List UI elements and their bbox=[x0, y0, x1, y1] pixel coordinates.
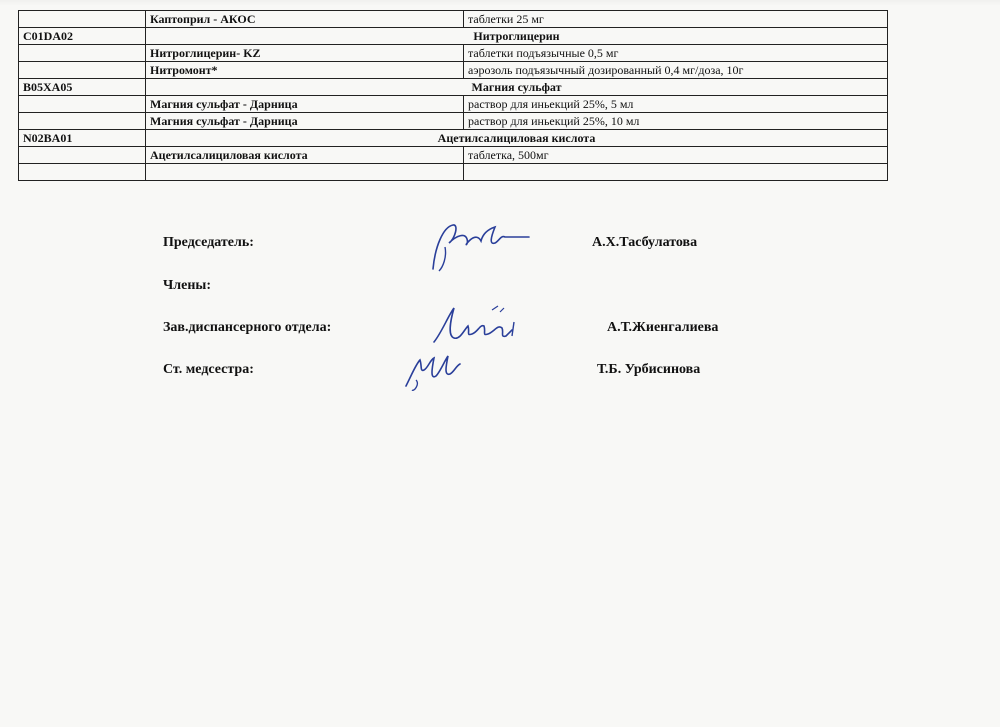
signatory-name: А.Х.Тасбулатова bbox=[592, 235, 698, 250]
drug-table bbox=[18, 10, 888, 181]
atc-code-cell bbox=[19, 45, 146, 62]
drug-name-cell: Магния сульфат - Дарница bbox=[146, 113, 464, 130]
dosage-form-cell: таблетки 25 мг bbox=[464, 11, 888, 28]
table-row bbox=[19, 45, 888, 62]
signatory-name: Т.Б. Урбисинова bbox=[597, 362, 701, 377]
atc-code-cell: C01DA02 bbox=[19, 28, 146, 45]
dosage-form-cell: таблетка, 500мг bbox=[464, 147, 888, 164]
atc-code-cell bbox=[19, 96, 146, 113]
atc-code-cell bbox=[19, 164, 146, 181]
signature-row-head-nurse bbox=[0, 362, 1000, 386]
signature-row-members bbox=[0, 278, 1000, 302]
signature-role: Члены: bbox=[163, 278, 212, 293]
drug-group-cell: Нитроглицерин bbox=[146, 28, 888, 45]
dosage-form-cell: таблетки подъязычные 0,5 мг bbox=[464, 45, 888, 62]
atc-code-cell: N02BA01 bbox=[19, 130, 146, 147]
signature-role: Зав.диспансерного отдела: bbox=[163, 320, 332, 335]
drug-name-cell: Ацетилсалициловая кислота bbox=[146, 147, 464, 164]
drug-name-cell: Магния сульфат - Дарница bbox=[146, 96, 464, 113]
atc-code-cell: B05XA05 bbox=[19, 79, 146, 96]
table-row-group bbox=[19, 79, 888, 96]
drug-table-body bbox=[19, 11, 888, 181]
handwritten-signature-head-nurse bbox=[402, 350, 472, 394]
drug-group-cell: Магния сульфат bbox=[146, 79, 888, 96]
drug-name-cell: Нитромонт* bbox=[146, 62, 464, 79]
atc-code-cell bbox=[19, 62, 146, 79]
drug-name-cell: Нитроглицерин- KZ bbox=[146, 45, 464, 62]
signatory-name: А.Т.Жиенгалиева bbox=[607, 320, 719, 335]
drug-name-cell: Каптоприл - АКОС bbox=[146, 11, 464, 28]
table-row-group bbox=[19, 28, 888, 45]
atc-code-cell bbox=[19, 147, 146, 164]
atc-code-cell bbox=[19, 113, 146, 130]
handwritten-signature-dispensary-head bbox=[428, 302, 528, 352]
table-row-empty bbox=[19, 164, 888, 181]
signature-row-dispensary-head bbox=[0, 320, 1000, 344]
signature-role: Председатель: bbox=[163, 235, 254, 250]
table-row bbox=[19, 11, 888, 28]
dosage-form-cell bbox=[464, 164, 888, 181]
table-row bbox=[19, 62, 888, 79]
signature-role: Ст. медсестра: bbox=[163, 362, 254, 377]
atc-code-cell bbox=[19, 11, 146, 28]
drug-group-cell: Ацетилсалициловая кислота bbox=[146, 130, 888, 147]
handwritten-signature-chairman bbox=[425, 217, 535, 277]
drug-name-cell bbox=[146, 164, 464, 181]
table-row bbox=[19, 113, 888, 130]
signature-row-chairman bbox=[0, 235, 1000, 259]
table-row bbox=[19, 96, 888, 113]
dosage-form-cell: раствор для иньекций 25%, 10 мл bbox=[464, 113, 888, 130]
table-row bbox=[19, 147, 888, 164]
dosage-form-cell: раствор для иньекций 25%, 5 мл bbox=[464, 96, 888, 113]
table-row-group bbox=[19, 130, 888, 147]
dosage-form-cell: аэрозоль подъязычный дозированный 0,4 мг/доза, 10г bbox=[464, 62, 888, 79]
